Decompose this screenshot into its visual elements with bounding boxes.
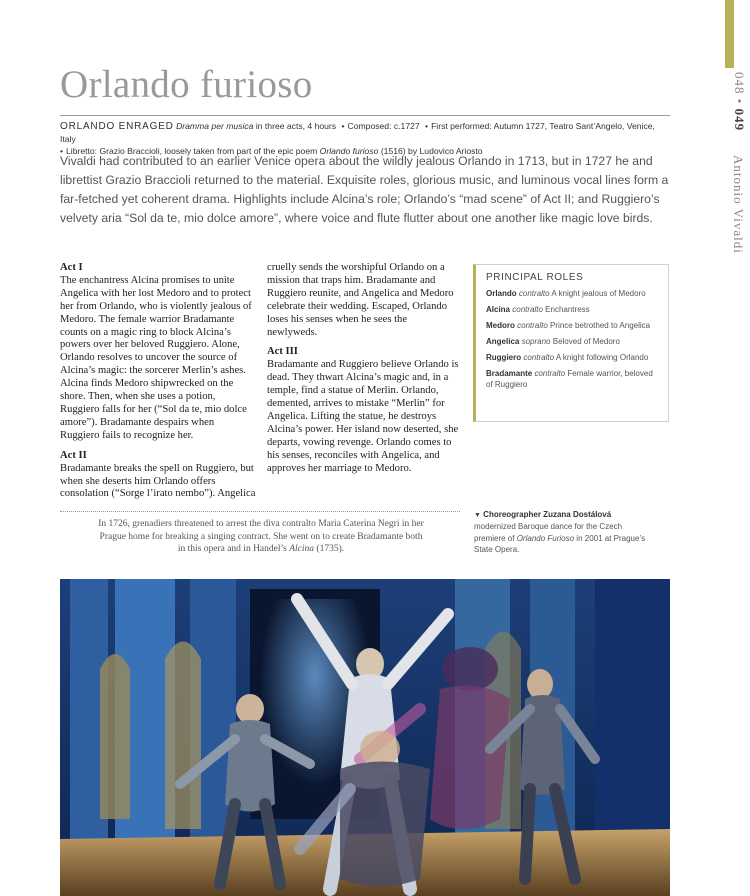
caption-arrow-icon: ▼ [474, 512, 481, 519]
first-performed: First performed: Autumn 1727, Teatro Sant’Angelo, Venice, Italy [60, 121, 655, 144]
synopsis-column-2 [267, 262, 459, 483]
role-item: Orlando contralto A knight jealous of Medoro [486, 289, 646, 298]
page-numbers: 048 • 049 [732, 72, 747, 132]
act-text: cruelly sends the worshipful Orlando on a mission that traps him. Bradamante and Ruggiero reunite, and Angelica and Medoro celebrate their wedding. Escaped, Orlando loses his senses when he sees the newlyweds. [267, 262, 454, 338]
opera-info-line: ORLANDO ENRAGED Dramma per musica in three acts, 4 hours • Composed: c.1727 • First performed: Autumn 1727, Teatro Sant’Angelo, Venice, Italy • Libretto: Grazio Braccioli, loosely taken from part of the epic poem Orlando furioso (1516) by Ludovico Ariosto [60, 121, 655, 156]
role-item: Alcina contralto Enchantress [486, 305, 590, 314]
page-title: Orlando furioso [60, 63, 313, 106]
role-item: Ruggiero contralto A knight following Orlando [486, 353, 649, 362]
role-item: Angelica soprano Beloved of Medoro [486, 337, 620, 346]
roles-heading: PRINCIPAL ROLES [486, 272, 584, 283]
act-heading: Act I [60, 262, 83, 273]
role-item: Medoro contralto Prince betrothed to Angelica [486, 321, 651, 330]
title-divider [60, 115, 670, 116]
anecdote-divider [60, 511, 460, 512]
libretto-info: Libretto: Grazio Braccioli, loosely taken from part of the epic poem Orlando furioso (1516) by Ludovico Ariosto [66, 146, 483, 156]
english-title: ORLANDO ENRAGED [60, 121, 174, 132]
margin-accent-bar [725, 0, 734, 68]
principal-roles-box [473, 264, 669, 422]
act-text: The enchantress Alcina promises to unite Angelica with her lost Medoro and to protect her from Orlando, who is violently jealous of Medoro. The female warrior Bradamante counts on a magic ring to block Alcina’s powers over her beloved Ruggiero. Alone, Orlando resolves to uncover the source of Alcina’s magic: the sorcerer Merlin’s ashes. Alcina finds Medoro shipwrecked on the shore. Then, when she uses a potion, Ruggiero falls for her (“Sol da te, mio dolce amore”). Bradamante despairs when Ruggiero fails to recognize her. [60, 274, 252, 441]
act-text: Bradamante and Ruggiero believe Orlando is dead. They thwart Alcina’s magic and, in a temple, find a statue of Merlin. Orlando, demented, arrives to mistake “Merlin” for Angelica. Lifting the statue, he destroys Alcina’s power. Her island now deserted, she departs, vowing revenge. Orlando comes to his senses, reconciles with Angelica, and approves her marriage to Medoro. [267, 359, 459, 474]
synopsis-column-1 [60, 262, 256, 508]
stage-photo [60, 579, 670, 896]
intro-paragraph: Vivaldi had contributed to an earlier Venice opera about the wildly jealous Orlando in 1713, but in 1727 he and librettist Grazio Braccioli returned to the material. Exquisite roles, glorious music, and luminous vocal lines form a far-fetched yet coherent drama. Highlights include Alcina’s role; Orlando’s “mad scene” of Act II; and Ruggiero’s velvety aria “Sol da te, mio dolce amore”, where voice and flute flutter about one another like magic love birds. [60, 154, 669, 225]
act-text: Bradamante breaks the spell on Ruggiero, but when she deserts him Orlando offers consolation (“Sorge l’irato nembo”). Angelica [60, 462, 256, 500]
running-chapter-title: Antonio Vivaldi [731, 155, 746, 254]
act-heading: Act III [267, 346, 298, 358]
anecdote-text: In 1726, grenadiers threatened to arrest the diva contralto Maria Caterina Negri in her Prague home for breaking a singing contract. She went on to create Bradamante both in this opera and in Handel’s Alcina (1735). [98, 519, 424, 554]
role-item: Bradamante contralto Female warrior, beloved of Ruggiero [486, 369, 653, 389]
composed-date: Composed: c.1727 [347, 121, 420, 131]
photo-caption: ▼ Choreographer Zuzana Dostálová modernized Baroque dance for the Czech premiere of Orlando Furioso in 2001 at Prague’s State Opera. [474, 510, 646, 555]
act-heading: Act II [60, 449, 87, 461]
